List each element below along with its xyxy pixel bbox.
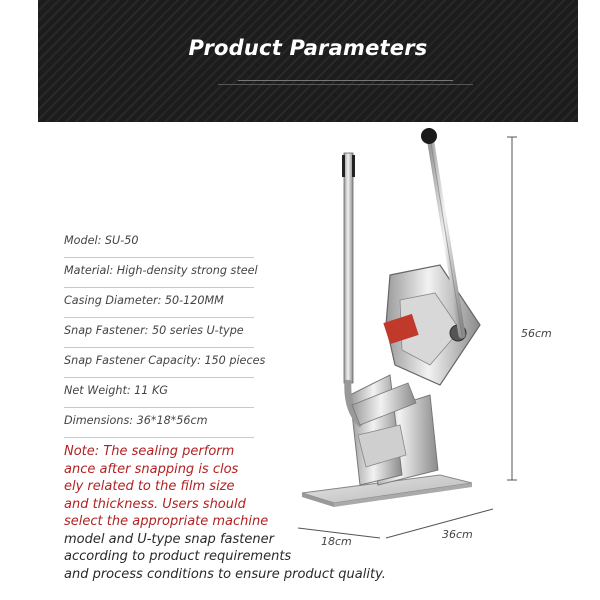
spec-fastener-capacity: Snap Fastener Capacity: 150 pieces bbox=[64, 348, 254, 378]
spec-material: Material: High-density strong steel bbox=[64, 258, 254, 288]
note-line: and process conditions to ensure product quality. bbox=[64, 566, 386, 582]
width-label: 36cm bbox=[442, 528, 473, 541]
spec-snap-fastener: Snap Fastener: 50 series U-type bbox=[64, 318, 254, 348]
depth-label: 18cm bbox=[321, 535, 352, 548]
note-line: and thickness. Users should bbox=[64, 496, 246, 512]
spec-model: Model: SU-50 bbox=[64, 228, 254, 258]
note-line: Note: The sealing perform bbox=[64, 444, 235, 459]
spec-dimensions: Dimensions: 36*18*56cm bbox=[64, 408, 254, 438]
height-label: 56cm bbox=[521, 327, 552, 340]
note-line: select the appropriate machine bbox=[64, 514, 269, 529]
note-line: model and U-type snap fastener bbox=[64, 531, 274, 547]
note-line: ance after snapping is clos bbox=[64, 461, 239, 477]
note-line: ely related to the film size bbox=[64, 479, 235, 494]
banner-title: Product Parameters bbox=[188, 36, 428, 60]
spec-casing-diameter: Casing Diameter: 50-120MM bbox=[64, 288, 254, 318]
note-line: according to product requirements bbox=[64, 549, 292, 564]
spec-net-weight: Net Weight: 11 KG bbox=[64, 378, 254, 408]
